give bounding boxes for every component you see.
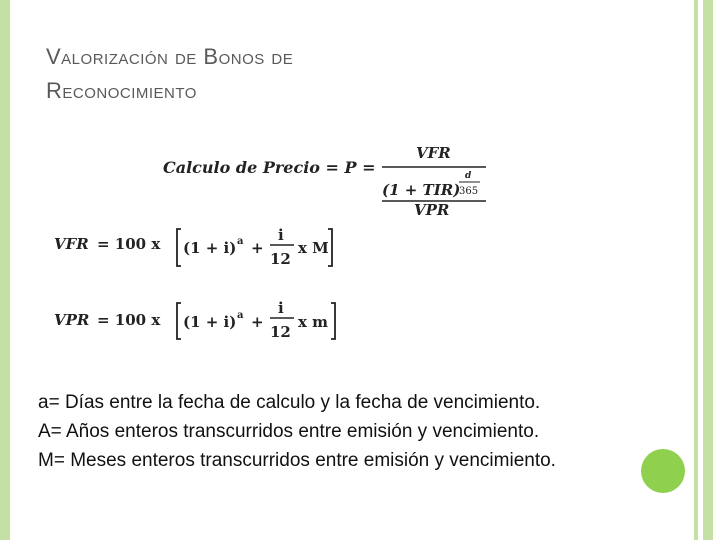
vfr-frac-den: 12 [270,250,291,268]
green-circle-decoration [641,449,685,493]
definition-a: a= Días entre la fecha de calculo y la fecha de vencimiento. [38,392,541,413]
vfr-sup: a [237,236,244,247]
title-line-1: Valorización de Bonos de [46,44,294,69]
vpr-close-bracket [331,303,335,339]
vpr-lhs: VPR [54,311,90,329]
vfr-tail: x M [298,239,329,257]
vfr-open: (1 + i) [183,239,237,257]
vpr-open: (1 + i) [183,313,237,331]
vfr-eq: = 100 x [97,235,161,253]
definitions-list [38,388,658,475]
vpr-open-bracket [177,303,181,339]
formula-vfr [54,226,332,268]
precio-numerator: VFR [416,144,451,162]
vfr-lhs: VFR [54,235,89,253]
precio-denominator-paren: (1 + TIR) [382,181,461,199]
vpr-tail: x m [298,313,329,331]
definition-A: A= Años enteros transcurridos entre emisión y vencimiento. [38,421,540,442]
vfr-open-bracket [177,229,181,266]
vpr-eq: = 100 x [97,311,161,329]
definition-M: M= Meses enteros transcurridos entre emisión y vencimiento. [38,450,556,471]
precio-lhs: Calculo de Precio = P = [163,158,376,177]
precio-exp-num: d [465,171,472,181]
formula-precio [163,144,486,219]
precio-denominator-vpr: VPR [414,201,450,219]
vpr-sup: a [237,310,244,321]
precio-exp-den: 365 [459,186,479,197]
formula-vpr [54,299,335,341]
title-line-2: Reconocimiento [46,78,197,103]
vfr-frac-num: i [278,226,284,244]
vpr-frac-num: i [278,299,284,317]
vfr-plus: + [251,239,264,257]
vpr-plus: + [251,313,264,331]
vpr-frac-den: 12 [270,323,291,341]
